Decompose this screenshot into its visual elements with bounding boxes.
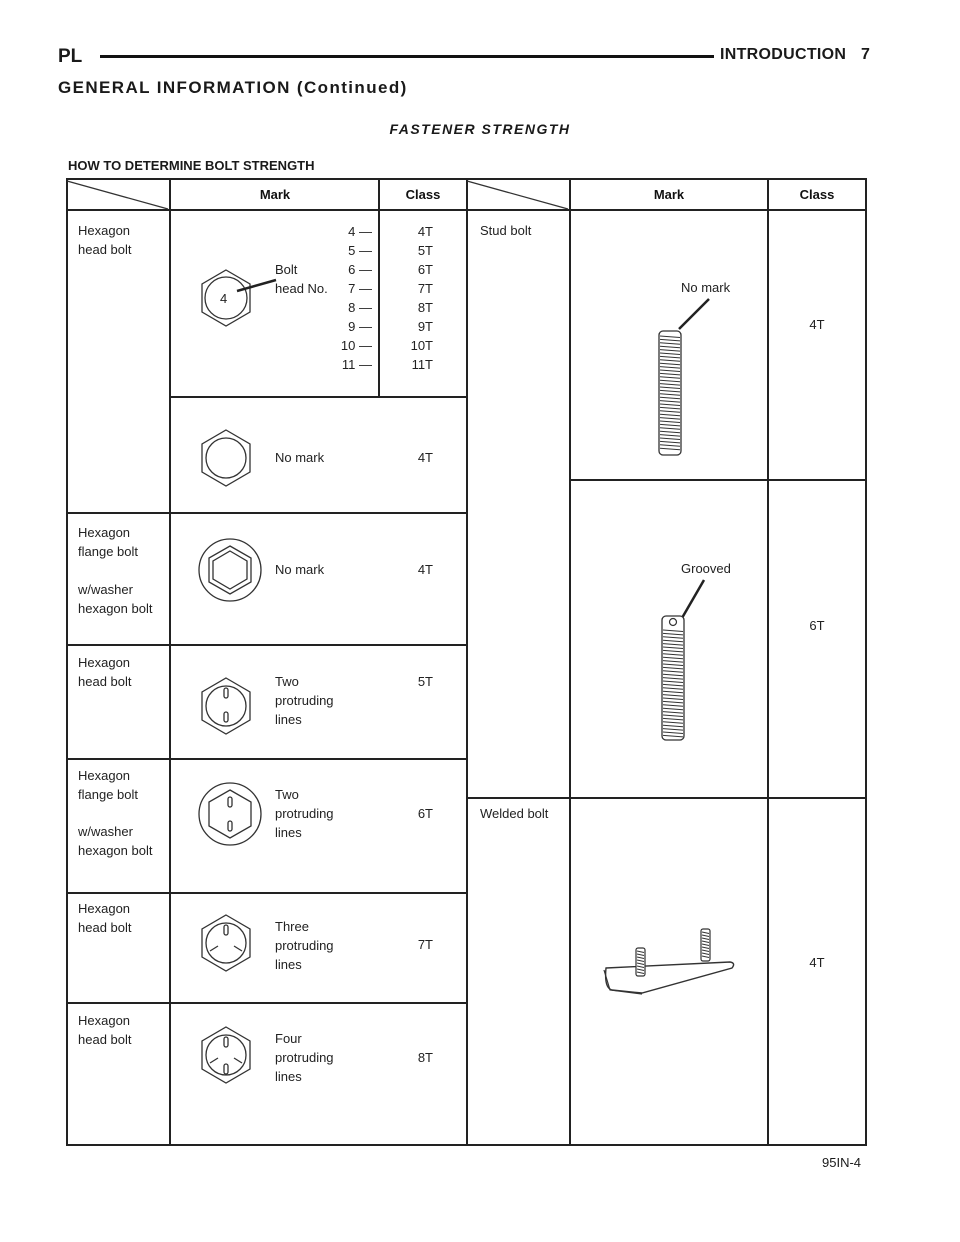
flange-hex-head-icon xyxy=(199,539,261,601)
row4-type xyxy=(78,655,132,689)
svg-text:6 —: 6 — xyxy=(348,262,372,277)
figure-id: 95IN-4 xyxy=(822,1155,862,1170)
stud-class: 4T xyxy=(809,317,825,332)
svg-text:flange bolt: flange bolt xyxy=(78,544,138,559)
svg-text:11 —: 11 — xyxy=(341,357,372,372)
svg-text:Two: Two xyxy=(275,787,299,802)
row5-mark xyxy=(275,787,334,840)
svg-text:8T: 8T xyxy=(417,300,433,315)
svg-text:w/washer: w/washer xyxy=(78,582,133,597)
row3-mark: No mark xyxy=(275,562,325,577)
header-left: PL xyxy=(58,46,83,67)
row5-type xyxy=(77,768,153,858)
svg-text:w/washer: w/washer xyxy=(78,824,133,839)
plain-hex-head-icon xyxy=(202,430,250,486)
svg-text:protruding: protruding xyxy=(275,806,334,821)
svg-text:protruding: protruding xyxy=(275,1050,334,1065)
grooved-class: 6T xyxy=(809,618,825,633)
svg-text:11T: 11T xyxy=(411,357,433,372)
svg-text:Hexagon: Hexagon xyxy=(78,901,131,916)
svg-text:9 —: 9 — xyxy=(348,319,372,334)
svg-text:Four: Four xyxy=(275,1031,302,1046)
svg-text:head bolt: head bolt xyxy=(78,674,132,689)
svg-text:Hexagon: Hexagon xyxy=(78,223,131,238)
stud-no-mark-label: No mark xyxy=(681,280,731,295)
stud-bolt-label: Stud bolt xyxy=(480,223,532,238)
welded-bolt-icon xyxy=(604,929,734,994)
svg-text:7 —: 7 — xyxy=(348,281,372,296)
grooved-pointer xyxy=(682,580,704,618)
svg-text:4: 4 xyxy=(220,291,228,306)
section-title: GENERAL INFORMATION (Continued) xyxy=(58,78,408,97)
svg-text:Hexagon: Hexagon xyxy=(78,768,131,783)
svg-text:protruding: protruding xyxy=(275,938,334,953)
page-number: 7 xyxy=(861,46,870,63)
head-class-list xyxy=(411,224,433,372)
grooved-stud-icon xyxy=(662,616,684,740)
row4-mark xyxy=(275,674,334,727)
svg-text:4 —: 4 — xyxy=(348,224,372,239)
grooved-label: Grooved xyxy=(681,561,731,576)
svg-text:Hexagon: Hexagon xyxy=(78,1013,131,1028)
svg-text:7T: 7T xyxy=(417,281,433,296)
row6-mark xyxy=(275,919,334,972)
row2-mark: No mark xyxy=(275,450,325,465)
svg-text:10 —: 10 — xyxy=(340,338,372,353)
svg-text:lines: lines xyxy=(275,825,302,840)
header-mark-left: Mark xyxy=(259,187,291,202)
svg-text:Two: Two xyxy=(275,674,299,689)
header-class-left: Class xyxy=(405,187,441,202)
svg-text:lines: lines xyxy=(275,1069,302,1084)
table-title: HOW TO DETERMINE BOLT STRENGTH xyxy=(68,158,315,173)
svg-text:Hexagon: Hexagon xyxy=(78,525,131,540)
svg-text:Hexagon: Hexagon xyxy=(78,655,131,670)
four-line-hex-head-icon xyxy=(202,1027,250,1083)
svg-text:head No.: head No. xyxy=(275,281,328,296)
row3-type xyxy=(77,525,153,616)
svg-text:hexagon bolt: hexagon bolt xyxy=(78,843,153,858)
svg-text:5T: 5T xyxy=(417,243,433,258)
svg-text:8 —: 8 — xyxy=(348,300,372,315)
row7-class: 8T xyxy=(417,1050,433,1065)
svg-text:5 —: 5 — xyxy=(348,243,372,258)
head-number-list xyxy=(341,224,372,372)
figure-title: FASTENER STRENGTH xyxy=(389,121,571,137)
stud-bolt-icon xyxy=(659,331,681,455)
welded-class: 4T xyxy=(809,955,825,970)
header-mark-right: Mark xyxy=(653,187,685,202)
svg-text:flange bolt: flange bolt xyxy=(78,787,138,802)
row1-type xyxy=(78,223,132,257)
svg-text:head bolt: head bolt xyxy=(78,1032,132,1047)
bolt-head-label xyxy=(275,262,328,296)
row4-class: 5T xyxy=(417,674,433,689)
svg-text:lines: lines xyxy=(275,957,302,972)
svg-text:Three: Three xyxy=(275,919,309,934)
svg-text:Bolt: Bolt xyxy=(275,262,298,277)
header-section: INTRODUCTION xyxy=(720,46,847,63)
svg-text:4T: 4T xyxy=(417,224,433,239)
svg-text:head bolt: head bolt xyxy=(78,920,132,935)
svg-text:10T: 10T xyxy=(410,338,433,353)
welded-bolt-label: Welded bolt xyxy=(480,806,549,821)
row5-class: 6T xyxy=(417,806,433,821)
svg-text:hexagon bolt: hexagon bolt xyxy=(78,601,153,616)
three-line-hex-head-icon xyxy=(202,915,250,971)
row2-class: 4T xyxy=(417,450,433,465)
row6-type xyxy=(78,901,132,935)
svg-text:9T: 9T xyxy=(417,319,433,334)
svg-text:head bolt: head bolt xyxy=(78,242,132,257)
two-line-flange-head-icon xyxy=(199,783,261,845)
header-class-right: Class xyxy=(799,187,835,202)
table-grid xyxy=(67,179,866,1145)
row7-mark xyxy=(275,1031,334,1084)
svg-text:6T: 6T xyxy=(417,262,433,277)
stud-no-mark-pointer xyxy=(679,299,709,329)
row6-class: 7T xyxy=(417,937,433,952)
svg-text:protruding: protruding xyxy=(275,693,334,708)
row3-class: 4T xyxy=(417,562,433,577)
svg-text:lines: lines xyxy=(275,712,302,727)
row7-type xyxy=(78,1013,132,1047)
numbered-hex-head-icon xyxy=(202,270,250,326)
two-line-hex-head-icon xyxy=(202,678,250,734)
